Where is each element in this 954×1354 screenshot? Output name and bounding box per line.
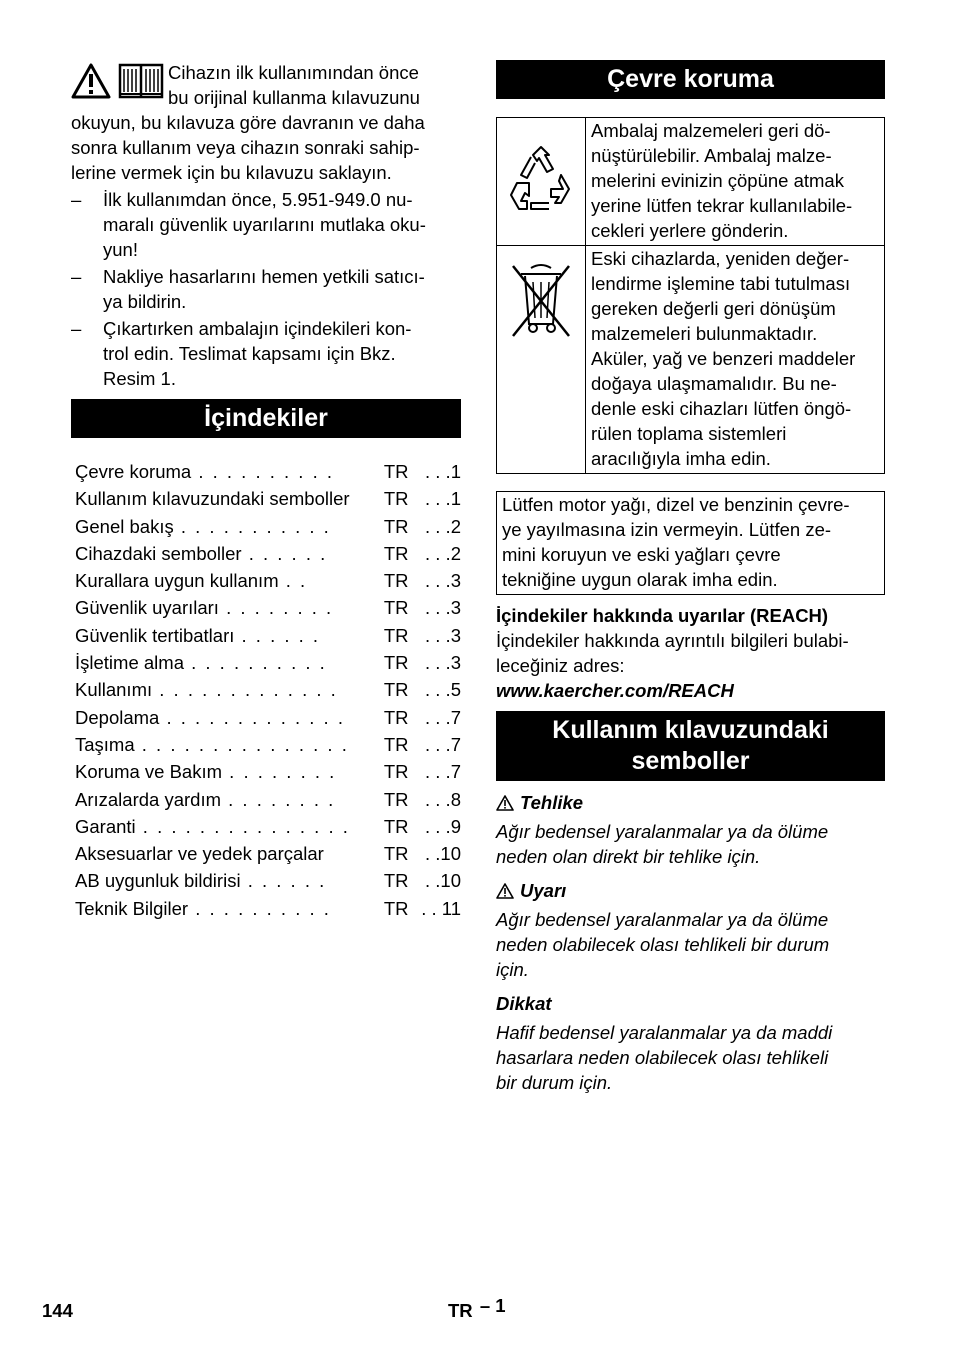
danger-text — [496, 819, 885, 869]
toc-row[interactable] — [75, 731, 461, 758]
footer-lang-page — [448, 1295, 506, 1323]
toc-leader-dots: . . . . . . — [234, 624, 321, 646]
toc-row[interactable] — [75, 676, 461, 703]
text-line: neden olabilecek olası tehlikeli bir durum — [496, 934, 830, 955]
toc-entry-lang: TR — [383, 542, 409, 564]
toc-entry-title — [75, 758, 380, 785]
text-line: Hafif bedensel yaralanmalar ya da maddi — [496, 1022, 833, 1043]
warning-text — [496, 907, 885, 982]
text-line: için. — [496, 959, 529, 980]
text-line: aracılığıyla imha edin. — [591, 448, 771, 469]
warning-title-text: Uyarı — [520, 880, 567, 901]
toc-entry-lang: TR — [383, 706, 409, 728]
toc-entry-title — [75, 622, 380, 649]
toc-row[interactable] — [75, 513, 461, 540]
page-number: 144 — [42, 1300, 73, 1321]
text-line: Ağır bedensel yaralanmalar ya da ölüme — [496, 821, 829, 842]
toc-entry-title — [75, 485, 380, 512]
text-line: yerine lütfen tekrar kullanılabile- — [591, 195, 853, 216]
intro-line: lerine vermek için bu kılavuzu saklayın. — [71, 162, 392, 183]
intro-line: okuyun, bu kılavuza göre davranın ve daha — [71, 112, 425, 133]
caution-text — [496, 1020, 885, 1095]
text-line: hasarlara neden olabilecek olası tehlikeli — [496, 1047, 829, 1068]
text-line: Aküler, yağ ve benzeri maddeler — [591, 348, 856, 369]
toc-entry-lang: TR — [383, 788, 409, 810]
toc-row[interactable] — [75, 622, 461, 649]
text-line: Ağır bedensel yaralanmalar ya da ölüme — [496, 909, 829, 930]
toc-entry-lang: TR — [383, 597, 409, 619]
toc-entry-page: . . .1 — [425, 461, 461, 482]
toc-entry-text: AB uygunluk bildirisi — [75, 870, 241, 892]
bin-icon-cell — [497, 246, 586, 474]
toc-entry-text: Kullanımı — [75, 679, 153, 701]
text-line: Lütfen motor yağı, dizel ve benzinin çevre- — [502, 494, 850, 515]
table-row — [497, 118, 885, 246]
toc-entry-lang: TR — [383, 679, 409, 701]
toc-entry-text: Depolama — [75, 706, 160, 728]
toc-entry-title — [75, 731, 380, 758]
toc-entry-lang: TR — [383, 733, 409, 755]
text-line: neden olan direkt bir tehlike için. — [496, 846, 761, 867]
toc-entry-page: . . .7 — [425, 706, 461, 728]
toc-leader-dots: . . . . . . . . . . . . . . . — [135, 815, 350, 837]
intro-section — [71, 60, 461, 185]
toc-row[interactable] — [75, 895, 461, 922]
toc-entry-lang: TR — [383, 843, 409, 865]
list-item-line: Çıkartırken ambalajın içindekileri kon- — [103, 318, 412, 339]
toc-entry-page: . .10 — [425, 843, 461, 865]
toc-entry-title — [75, 867, 380, 894]
intro-bullet-list — [71, 187, 461, 391]
toc-entry-text: Kullanım kılavuzundaki semboller — [75, 488, 350, 510]
toc-leader-dots: . . . . . . . . — [222, 761, 337, 783]
toc-entry-text: Güvenlik uyarıları — [75, 597, 219, 619]
toc-entry-page: . . .9 — [425, 815, 461, 837]
toc-leader-dots: . . . . . . . . . . . . . — [152, 679, 338, 701]
toc-entry-lang: TR — [383, 870, 409, 892]
text-line: mini koruyun ve eski yağları çevre — [502, 544, 781, 565]
symbols-heading-line: semboller — [631, 747, 750, 775]
list-item-line: trol edin. Teslimat kapsamı için Bkz. — [103, 343, 396, 364]
toc-entry-title — [75, 594, 380, 621]
text-line: Ambalaj malzemeleri geri dö- — [591, 120, 831, 141]
intro-line: sonra kullanım veya cihazın sonraki sahip- — [71, 137, 420, 158]
list-item-line: maralı güvenlik uyarılarını mutlaka oku- — [103, 214, 426, 235]
toc-row[interactable] — [75, 758, 461, 785]
toc-leader-dots: . . . . . . . . . . . . . — [159, 706, 345, 728]
reach-section — [496, 603, 885, 703]
text-line: cekleri yerlere gönderin. — [591, 220, 789, 241]
toc-leader-dots: . . . . . . . . . . — [183, 652, 327, 674]
dash-bullet: – — [71, 189, 82, 210]
toc-leader-dots: . . . . . . . . — [221, 788, 336, 810]
danger-title-text: Tehlike — [520, 792, 584, 813]
toc-entry-page: . . .1 — [425, 488, 461, 510]
toc-entry-page: . . .3 — [425, 624, 461, 646]
toc-entry-title — [75, 704, 380, 731]
toc-entry-title — [75, 895, 380, 922]
environment-heading — [496, 60, 885, 99]
toc-entry-lang: TR — [383, 624, 409, 646]
text-line: doğaya ulaşmamalıdır. Bu ne- — [591, 373, 837, 394]
toc-row[interactable] — [75, 540, 461, 567]
toc-entry-title — [75, 786, 380, 813]
intro-icons — [71, 63, 164, 105]
toc-entry-text: İşletime alma — [75, 652, 184, 674]
left-column — [71, 60, 461, 922]
toc-entry-title — [75, 458, 380, 485]
toc-row[interactable] — [75, 485, 461, 512]
toc-heading — [71, 399, 461, 438]
toc-entry-text: Çevre koruma — [75, 461, 192, 482]
toc-entry-page: . . .3 — [425, 597, 461, 619]
footer-sub-page: – 1 — [479, 1295, 506, 1316]
toc-row[interactable] — [75, 867, 461, 894]
text-line: Eski cihazlarda, yeniden değer- — [591, 248, 850, 269]
toc-entry-page: . . .3 — [425, 652, 461, 674]
toc-leader-dots: . . . . . . . . . . — [188, 897, 331, 919]
toc-row[interactable] — [75, 813, 461, 840]
toc-entry-text: Garanti — [75, 815, 136, 837]
symbols-heading — [496, 711, 885, 781]
toc-entry-lang: TR — [383, 761, 409, 783]
toc-entry-page: . . 11 — [421, 897, 461, 919]
toc-entry-page: . . .2 — [425, 515, 461, 537]
toc-entry-lang: TR — [383, 461, 409, 482]
reach-title: İçindekiler hakkında uyarılar (REACH) — [496, 605, 829, 626]
toc-row[interactable] — [75, 567, 461, 594]
dash-bullet: – — [71, 266, 82, 287]
crossed-out-bin-icon — [509, 260, 573, 340]
toc-entry-page: . . .5 — [425, 679, 461, 701]
toc-entry-page: . . .3 — [425, 570, 461, 592]
environment-heading-text: Çevre koruma — [607, 65, 774, 93]
toc-entry-title — [75, 540, 380, 567]
list-item-line: İlk kullanımdan önce, 5.951-949.0 nu- — [103, 189, 413, 210]
warning-title — [496, 878, 885, 903]
toc-entry-text: Arızalarda yardım — [75, 788, 221, 810]
text-line: tekniğine uygun olarak imha edin. — [502, 569, 778, 590]
toc-entry-text: Koruma ve Bakım — [75, 761, 223, 783]
dash-bullet: – — [71, 318, 82, 339]
danger-title — [496, 790, 885, 815]
toc-entry-lang: TR — [383, 488, 409, 510]
list-item — [71, 264, 461, 314]
toc-entry-text: Teknik Bilgiler — [75, 897, 189, 919]
toc-leader-dots: . . . . . . . . . . — [191, 461, 334, 482]
footer-lang: TR — [448, 1300, 473, 1321]
toc-entry-title — [75, 840, 380, 867]
text-line: rülen toplama sistemleri — [591, 423, 787, 444]
toc-row[interactable] — [75, 840, 461, 867]
toc-entry-title — [75, 567, 380, 594]
text-line: gereken değerli geri dönüşüm — [591, 298, 836, 319]
toc-row[interactable] — [75, 786, 461, 813]
environment-table — [496, 117, 885, 474]
recycling-text — [586, 118, 885, 246]
text-line: bir durum için. — [496, 1072, 613, 1093]
text-line: İçindekiler hakkında ayrıntılı bilgileri bulabi- — [496, 630, 849, 651]
toc-entry-title — [75, 649, 380, 676]
recycling-icon — [503, 141, 579, 217]
list-item-line: Resim 1. — [103, 368, 176, 389]
list-item — [71, 187, 461, 262]
toc-entry-title — [75, 813, 380, 840]
toc-entry-lang: TR — [383, 815, 409, 837]
toc-row[interactable] — [75, 704, 461, 731]
toc-entry-text: Güvenlik tertibatları — [75, 624, 235, 646]
text-line: lendirme işlemine tabi tutulması — [591, 273, 851, 294]
warning-triangle-icon — [496, 883, 514, 899]
toc-entry-title — [75, 513, 380, 540]
table-row — [497, 246, 885, 474]
oil-note-box — [496, 491, 885, 595]
toc-entry-text: Taşıma — [75, 733, 135, 755]
text-line: ye yayılmasına izin vermeyin. Lütfen ze- — [502, 519, 832, 540]
toc-entry-lang: TR — [383, 515, 409, 537]
toc-entry-page: . . .7 — [425, 733, 461, 755]
toc-entry-page: . .10 — [425, 870, 461, 892]
caution-title: Dikkat — [496, 993, 552, 1014]
toc-entry-text: Cihazdaki semboller — [75, 542, 242, 564]
toc-leader-dots: . . . . . . . . — [218, 597, 334, 619]
toc-leader-dots: . . — [278, 570, 308, 592]
toc-leader-dots: . . . . . . . . . . . . . . . — [134, 733, 349, 755]
toc-leader-dots: . . . . . . . . . . . — [173, 515, 331, 537]
toc-row[interactable] — [75, 649, 461, 676]
toc-leader-dots: . . . . . . — [241, 542, 328, 564]
list-item-line: ya bildirin. — [103, 291, 187, 312]
warning-triangle-icon — [496, 795, 514, 811]
text-line: leceğiniz adres: — [496, 655, 625, 676]
toc-row[interactable] — [75, 458, 461, 485]
disposal-text — [586, 246, 885, 474]
right-column — [496, 60, 885, 1095]
toc-entry-page: . . .2 — [425, 542, 461, 564]
read-manual-book-icon — [118, 63, 164, 99]
text-line: denle eski cihazları lütfen öngö- — [591, 398, 852, 419]
toc-entry-text: Kurallara uygun kullanım — [75, 570, 279, 592]
warning-triangle-icon — [71, 63, 111, 99]
list-item-line: yun! — [103, 239, 138, 260]
text-line: malzemeleri bulunmaktadır. — [591, 323, 818, 344]
text-line: nüştürülebilir. Ambalaj malze- — [591, 145, 832, 166]
toc-entry-lang: TR — [383, 652, 409, 674]
text-line: melerini evinizin çöpüne atmak — [591, 170, 844, 191]
toc-entry-text: Genel bakış — [75, 515, 174, 537]
toc-entry-text: Aksesuarlar ve yedek parçalar — [75, 843, 324, 865]
list-item-line: Nakliye hasarlarını hemen yetkili satıcı- — [103, 266, 425, 287]
intro-line: Cihazın ilk kullanımından önce — [168, 62, 419, 83]
toc-entry-page: . . .8 — [425, 788, 461, 810]
toc-entry-title — [75, 676, 380, 703]
recycling-icon-cell — [497, 118, 586, 246]
toc-heading-text: İçindekiler — [204, 404, 328, 432]
toc-leader-dots: . . . . . . — [240, 870, 327, 892]
toc-row[interactable] — [75, 594, 461, 621]
intro-line: bu orijinal kullanma kılavuzunu — [168, 87, 420, 108]
reach-url-link[interactable]: www.kaercher.com/REACH — [496, 680, 734, 701]
table-of-contents — [71, 458, 461, 922]
symbols-heading-line: Kullanım kılavuzundaki — [552, 716, 829, 744]
toc-entry-lang: TR — [383, 897, 409, 919]
toc-entry-page: . . .7 — [425, 761, 461, 783]
list-item — [71, 316, 461, 391]
toc-entry-lang: TR — [383, 570, 409, 592]
